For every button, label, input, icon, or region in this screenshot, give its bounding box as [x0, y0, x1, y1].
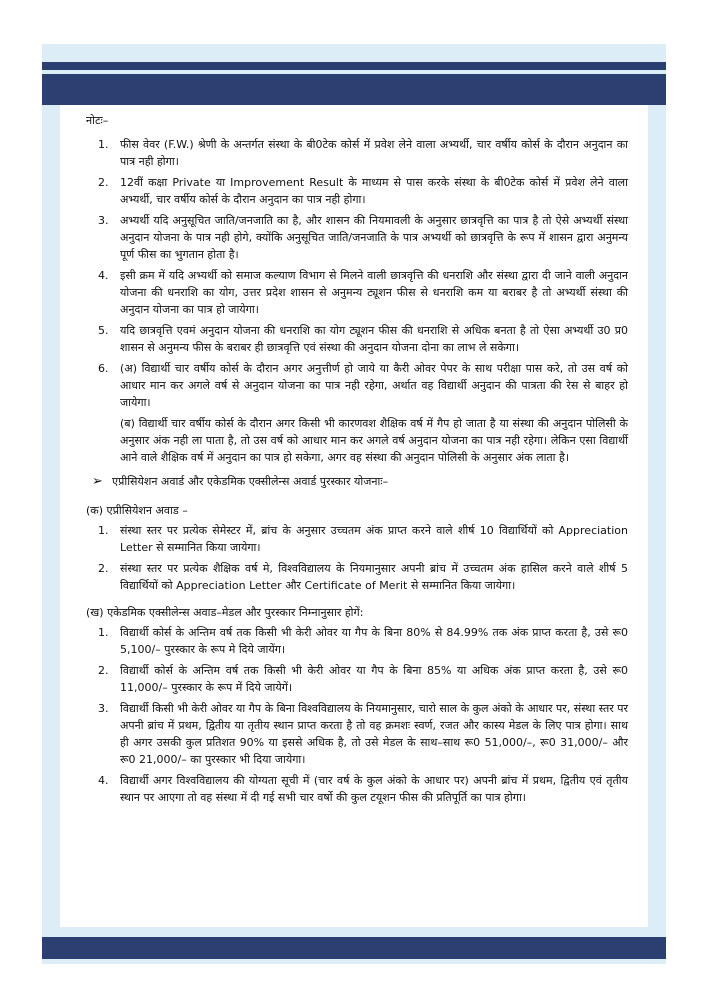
note-text: इसी क्रम में यदि अभ्यर्थी को समाज कल्याण विभाग से मिलने वाली छात्रवृत्ति की धनराशि और संस्था द्वारा दी जाने वाली अनुदान योजना की धनराशि का योग, उत्तर प्रदेश शासन से अनुमन्य ट्यूशन फीस से धनराशि कम या बराबर है तो अभ्यर्थी संस्था की अनुदान योजना का पात्र हो जायेगा।: [120, 269, 628, 316]
note-text: फीस वेवर (F.W.) श्रेणी के अन्तर्गत संस्था के बी0टेक कोर्स में प्रवेश लेने वाला अभ्यर्थी, चार वर्षीय कोर्स के दौरान अनुदान का पात्र नही होगा।: [120, 138, 628, 168]
section-b-list: [86, 624, 628, 806]
section-b-item-1: [86, 624, 628, 658]
item-text: संस्था स्तर पर प्रत्येक शैक्षिक वर्ष मे, विश्वविद्यालय के नियमानुसार अपनी ब्रांच में उच्चतम अंक हासिल करने वाले शीर्ष 5 विद्यार्थियों को Appreciation Letter और Certificate of Merit से सम्मानित किया जायेगा।: [120, 562, 628, 592]
item-number: 1.: [98, 626, 109, 639]
item-number: 1.: [98, 524, 109, 537]
section-a-list: [86, 522, 628, 594]
section-b-item-2: [86, 662, 628, 696]
section-b-item-3: [86, 700, 628, 768]
note-number: 6.: [98, 362, 109, 375]
note-text: यदि छात्रवृत्ति एवमं अनुदान योजना की धनराशि का योग ट्यूशन फीस की धनराशि से अधिक बनता है तो ऐसा अभ्यर्थी उ0 प्र0 शासन से अनुमन्य फीस के बराबर ही छात्रवृत्ति एवं संस्था की अनुदान योजना दोना का लाभ ले सकेगा।: [120, 324, 628, 354]
note-label: नोटः–: [86, 114, 109, 127]
footer-band: [42, 937, 666, 959]
document-content: [86, 112, 628, 810]
header-band-thin: [42, 62, 666, 70]
header-band: [42, 74, 666, 105]
arrow-bullet-icon: ➢: [92, 474, 103, 489]
note-item-2: [86, 174, 628, 208]
section-b-heading: (ख) एकेडमिक एक्सीलेन्स अवाड–मेडल और पुरस्कार निम्नानुसार होगें:: [86, 606, 364, 619]
note-item-4: [86, 267, 628, 318]
item-text: विद्यार्थी अगर विश्वविद्यालय की योग्यता सूची में (चार वर्ष के कुल अंको के आधार पर) अपनी ब्रांच में प्रथम, द्वितीय एवं तृतीय स्थान पर आएगा तो वह संस्था में दी गई सभी चार वर्षो की कुल टयूशन फीस की प्रतिपूर्ति का पात्र होगा।: [120, 774, 628, 804]
note-6-part-b: (ब) विद्यार्थी चार वर्षीय कोर्स के दौरान अगर किसी भी कारणवश शैक्षिक वर्ष में गैप हो जाता है या संस्था की अनुदान पोलिसी के अनुसार अंक नही ला पाता है, तो उस वर्ष को आधार मान कर अगले वर्ष अनुदान योजना का पात्र नही रहेगा। लेकिन एसा विद्यार्थी आने वाले शैक्षिक वर्ष में अनुदान का पात्र हो सकेगा, अगर वह संस्था की अनुदान पोलिसी के अनुसार अंक लाता है।: [120, 417, 628, 464]
section-a-item-1: [86, 522, 628, 556]
section-b-item-4: [86, 772, 628, 806]
note-number: 5.: [98, 324, 109, 337]
note-item-3: [86, 212, 628, 263]
note-item-1: [86, 136, 628, 170]
item-text: विद्यार्थी कोर्स के अन्तिम वर्ष तक किसी भी केरी ओवर या गैप के बिना 80% से 84.99% तक अंक प्राप्त करता है, उसे रू0 5,100/– पुरस्कार के रूप मे दिये जायेंग।: [120, 626, 628, 656]
notes-list: [86, 136, 628, 411]
scheme-title: एप्रीसियेशन अवार्ड और एकेडमिक एक्सीलेन्स अवार्ड पुरस्कार योजनाः–: [112, 475, 389, 488]
scheme-heading: [86, 473, 628, 490]
note-number: 3.: [98, 214, 109, 227]
item-text: संस्था स्तर पर प्रत्येक सेमेस्टर में, ब्रांच के अनुसार उच्चतम अंक प्राप्त करने वाले शीर्ष 10 विद्यार्थियों को Appreciation Letter से सम्मानित किया जायेगा।: [120, 524, 628, 554]
note-text: (अ) विद्यार्थी चार वर्षीय कोर्स के दौरान अगर अनुत्तीर्ण हो जाये या कैरी ओवर पेपर के साथ परीक्षा पास करे, तो उस वर्ष को आधार मान कर अगले वर्ष से अनुदान योजना का पात्र नही रहेगा, अर्थात वह विद्यार्थी अनुदान की पात्रता की रेस से बाहर हो जायेगा।: [120, 362, 628, 409]
note-number: 4.: [98, 269, 109, 282]
note-item-6: [86, 360, 628, 411]
item-number: 3.: [98, 702, 109, 715]
note-text: अभ्यर्थी यदि अनुसूचित जाति/जनजाति का है, और शासन की नियमावली के अनुसार छात्रवृत्ति का पात्र है तो ऐसे अभ्यर्थी संस्था अनुदान योजना के पात्र नही होगे, क्योंकि अनुसूचित जाति/जनजाति के पात्र अभ्यर्थी को छात्रवृत्ति के रूप में शासन द्वारा अनुमन्य पूर्ण फीस का भुगतान होता है।: [120, 214, 628, 261]
item-number: 2.: [98, 562, 109, 575]
item-text: विद्यार्थी किसी भी केरी ओवर या गैप के बिना विश्वविद्यालय के नियमानुसार, चारो साल के कुल अंको के आधार पर, संस्था स्तर पर अपनी ब्रांच में प्रथम, द्वितीय या तृतीय स्थान प्राप्त करता है तो वह क्रमशः स्वर्ण, रजत और कास्य मेडल के लिए पात्र होगा। साथ ही अगर उसकी कुल प्रतिशत 90% या इससे अधिक है, तो उसे मेडल के साथ–साथ रू0 51,000/–, रू0 31,000/– और रू0 21,000/– का पुरस्कार भी दिया जायेगा।: [120, 702, 628, 766]
item-number: 4.: [98, 774, 109, 787]
note-number: 2.: [98, 176, 109, 189]
section-a-heading: (क) एप्रीसियेशन अवाड –: [86, 504, 188, 517]
note-item-5: [86, 322, 628, 356]
note-text: 12वीं कक्षा Private या Improvement Result के माध्यम से पास करके संस्था के बी0टेक कोर्स में प्रवेश लेने वाला अभ्यर्थी, चार वर्षीय कोर्स के दौरान अनुदान का पात्र नही होगा।: [120, 176, 628, 206]
item-text: विद्यार्थी कोर्स के अन्तिम वर्ष तक किसी भी केरी ओवर या गैप के बिना 85% या अधिक अंक प्राप्त करता है, उसे रू0 11,000/– पुरस्कार के रूप में दिये जायेगें।: [120, 664, 628, 694]
note-number: 1.: [98, 138, 109, 151]
item-number: 2.: [98, 664, 109, 677]
section-a-item-2: [86, 560, 628, 594]
